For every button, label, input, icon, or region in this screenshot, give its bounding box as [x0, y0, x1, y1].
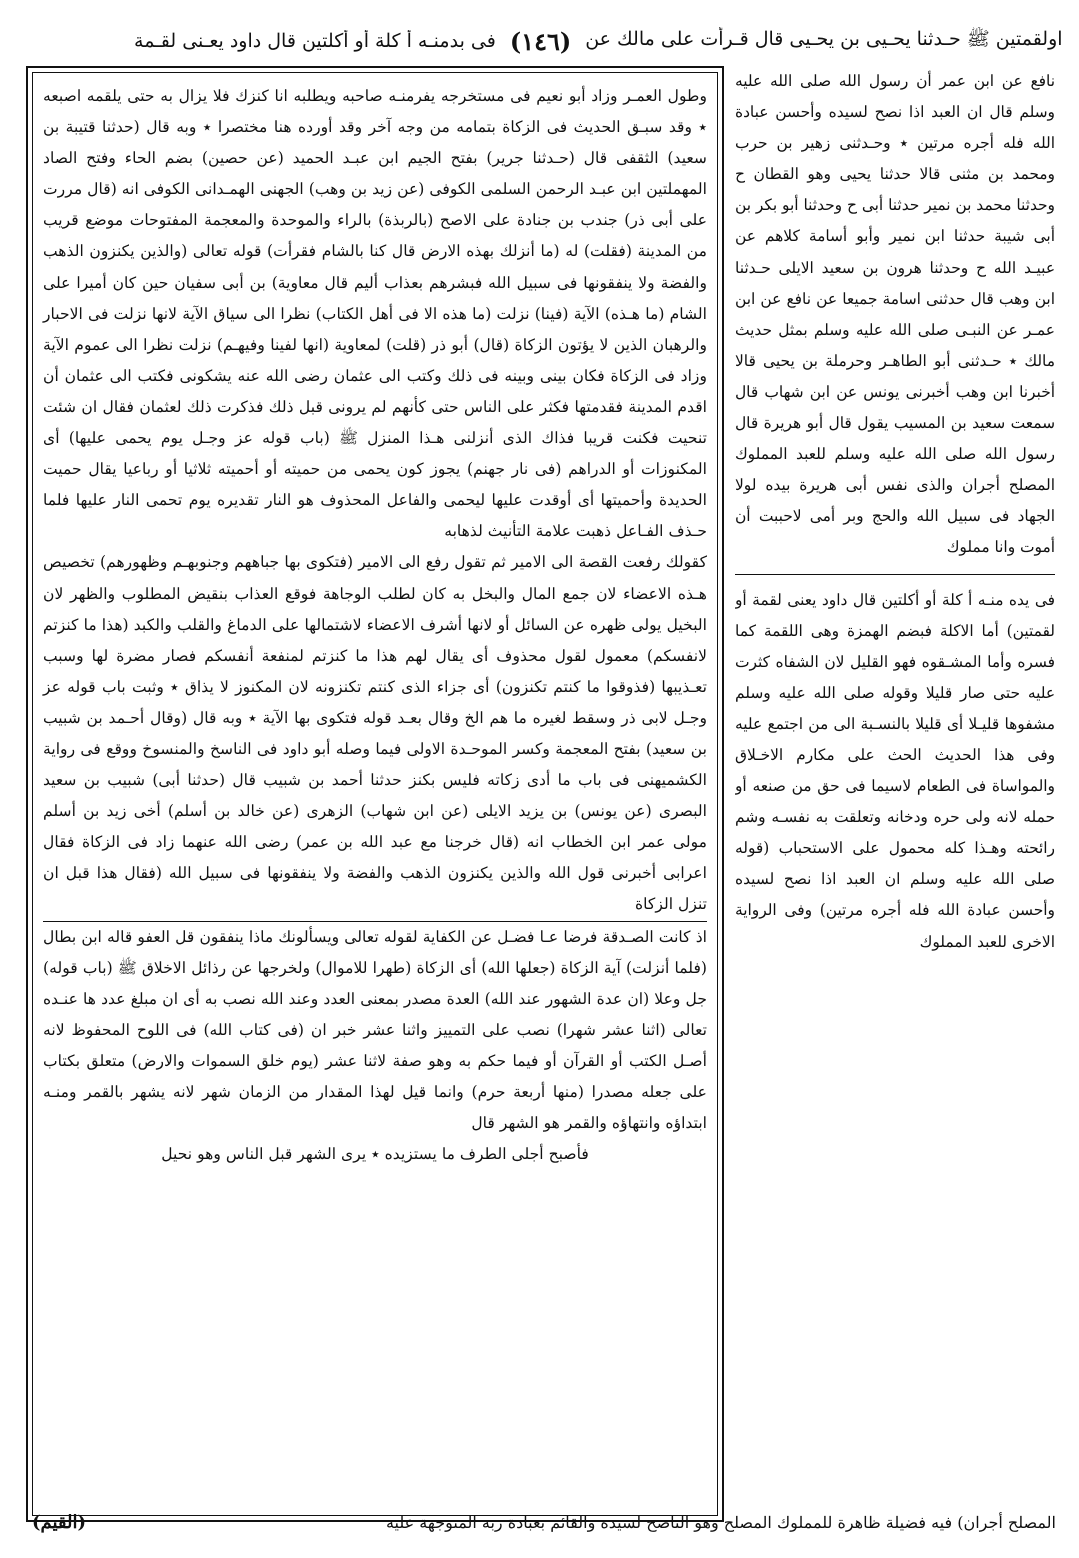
running-head-right-text: فى بدمنـه أ كلة أو أكلتين قال داود يعـنى لقـمة	[134, 30, 496, 52]
margin-paragraph-upper: نافع عن ابن عمر أن رسول الله صلى الله عليه وسلم قال ان العبد اذا نصح لسيده وأحسن عبادة الله فله أجره مرتين ٭ وحـدثنى زهير بن حرب ومحمد بن مثنى قالا حدثنا يحيى وهو القطان ح وحدثنا محمد بن نمير حدثنا أبى ح وحدثنا أبو بكر بن أبى شيبة حدثنا ابن نمير وأبو أسامة كلاهم عن عبيـد الله ح وحدثنا هرون بن سعيد الايلى حـدثنا ابن وهب قال حدثنى اسامة جميعا عن نافع عن ابن عمـر عن النبـى صلى الله عليه وسلم بمثل حديث مالك ٭ حـدثنى أبو الطاهـر وحرملة بن يحيى قالا أخبرنا ابن وهب أخبرنى يونس عن ابن شهاب قال سمعت سعيد بن المسيب يقول قال أبو هريرة قال رسول الله صلى الله عليه وسلم للعبد المملوك المصلح أجران والذى نفس أبى هريرة بيده لولا الجهاد فى سبيل الله والحج وبر أمى لاحببت أن أموت وانا مملوك	[735, 72, 1055, 557]
main-text-frame	[26, 66, 724, 1522]
catchword: (القيم)	[32, 1511, 87, 1533]
footer-text: المصلح أجران) فيه فضيلة ظاهرة للمملوك المصلح وهو الناصح لسيده والقائم بعبادة ربه المتوجهة عليه	[385, 1512, 1056, 1532]
margin-divider	[735, 574, 1055, 575]
main-paragraph-3: اذ كانت الصـدقة فرضا عـا فضـل عن الكفاية لقوله تعالى ويسألونك ماذا ينفقون قل العفو قاله ابن بطال (فلما أنزلت) آية الزكاة (جعلها الله) أى الزكاة (طهرا للاموال) ولخرجها عن رذائل الاخلاق ﷺ (باب قوله) جل وعلا (ان عدة الشهور عند الله) العدة مصدر بمعنى العدد وعند الله نصب به أى ان مبلغ عدد ها عنـده تعالى (اثنا عشر شهرا) نصب على التمييز واثنا عشر خبر ان (فى كتاب الله) فى اللوح المحفوظ لانه أصـل الكتب أو القرآن أو فيما حكم به وهو صفة لاثنا عشر (يوم خلق السموات والارض) متعلق بكتاب على جعله مصدرا (منها أربعة حرم) وانما قيل لهذا المقدار من الزمان شهر لانه يشهر بالقمر ومنـه ابتداؤه وانتهاؤه والقمر هو الشهر قال	[43, 927, 707, 1133]
margin-column	[735, 66, 1055, 1522]
main-paragraph-1: وطول العمـر وزاد أبو نعيم فى مستخرجه يفرمنـه صاحبه ويطلبه انا كنزك فلا يزال به حتى يلقمه اصبعه ٭ وقد سبـق الحديث فى الزكاة بتمامه من وجه آخر وقد أورده هنا مختصرا ٭ وبه قال (حدثنا قتيبة بن سعيد) الثقفى قال (حـدثنا جرير) بفتح الجيم ابن عبـد الحميد (عن حصين) بضم الحاء وفتح الصاد المهملتين ابن عبـد الرحمن السلمى الكوفى (عن زيد بن وهب) الجهنى الهمـدانى الكوفى انه (قال مررت على أبى ذر) جندب بن جنادة على الاصح (بالربذة) بالراء والموحدة والمعجمة المفتوحات موضع قريب من المدينة (فقلت) له (ما أنزلك بهذه الارض قال كنا بالشام فقرأت) قوله تعالى (والذين يكنزون الذهب والفضة ولا ينفقونها فى سبيل الله فبشرهم بعذاب أليم قال معاوية) بن أبى سفيان حين كان أميرا على الشام (ما هـذه) الآية (فينا) نزلت (ما هذه الا فى أهل الكتاب) نظرا الى سياق الآية لانها نزلت فى الاحبار والرهبان الذين لا يؤتون الزكاة (قال) أبو ذر (قلت) لمعاوية (انها لفينا وفيهـم) نزلت نظرا الى عموم الآية وزاد فى الزكاة فكان بينى وبينه فى ذلك وكتب الى عثمان رضى الله عنه يشكونى فكتب الى عثمان أن اقدم المدينة فقدمتها فكثر على الناس حتى كأنهم لم يرونى قبل ذلك فذكرت ذلك لعثمان فقال ان شئت تنحيت فكنت قريبا فذاك الذى أنزلنى هـذا المنزل ﷺ (باب قوله عز وجـل يوم يحمى عليها) أى المكنوزات أو الدراهم (فى نار جهنم) يجوز كون يحمى من حميته أو أحميته ثلاثيا أو رباعيا يقال حميت الحديدة وأحميتها أى أوقدت عليها ليحمى والفاعل المحذوف هو النار تقديره يوم تحمى النار عليها فلما حـذف الفـاعل ذهبت علامة التأنيث لذهابه	[43, 87, 707, 541]
main-paragraph-2: كقولك رفعت القصة الى الامير ثم تقول رفع الى الامير (فتكوى بها جباههم وجنوبهـم وظهورهم) تخصيص هـذه الاعضاء لان جمع المال والبخل به كان لطلب الوجاهة فوقع العذاب بنقيض المطلوب والظهر لان البخيل يولى ظهره عن السائل أو لانها أشرف الاعضاء لاشتمالها على الدماغ والقلب والكبد (هذا ما كنزتم لانفسكم) معمول لقول محذوف أى يقال لهم هذا ما كنزتم لمنفعة أنفسكم فصار مضرة لها وسبب تعـذيبها (فذوقوا ما كنتم تكنزون) أى جزاء الذى كنتم تكنزونه لان المكنوز لا يذاق ٭ وثبت باب قوله عز وجـل لابى ذر وسقط لغيره ما هم الخ وقال بعـد قوله فتكوى بها الآية ٭ وبه قال (وقال أحـمد بن شبيب بن سعيد) بفتح المعجمة وكسر الموحـدة الاولى فيما وصله أبو داود فى الناسخ والمنسوخ ووقع فى رواية الكشميهنى فى باب ما أدى زكاته فليس بكنز حدثنا أحمد بن شبيب قال (حدثنا أبى) شبيب بن سعيد البصرى (عن يونس) بن يزيد الايلى (عن ابن شهاب) الزهرى (عن خالد بن أسلم) أخى زيد بن أسلم مولى عمر ابن الخطاب انه (قال خرجنا مع عبد الله بن عمر) رضى الله عنهما زاد فى الزكاة فقال اعرابى أخبرنى قول الله والذين يكنزون الذهب والفضة ولا ينفقونها فى سبيل الله (فقال هذا قبل ان تنزل الزكاة	[43, 547, 707, 921]
margin-text-lower	[735, 585, 1055, 958]
main-text-inner-frame	[32, 72, 718, 1516]
page-number: (١٤٦)	[509, 26, 572, 56]
footer-line	[26, 1500, 1056, 1544]
running-head	[18, 20, 1063, 62]
main-commentary-text	[43, 81, 707, 1170]
running-head-left-text: اولقمتين ﷺ حـدثنا يحـيى بن يحـيى قال قـرأت على مالك عن	[585, 28, 1063, 50]
margin-paragraph-lower: فى يده منـه أ كلة أو أكلتين قال داود يعنى لقمة أو لقمتين) أما الاكلة فبضم الهمزة وهى اللقمة كما فسره وأما المشـقوه فهو القليل لان الشفاه كثرت عليه حتى صار قليلا وقوله صلى الله عليه وسلم مشفوها قليـلا أى قليلا بالنسـبة الى من اجتمع عليه وفى هذا الحديث الحث على مكارم الاخـلاق والمواساة فى الطعام لاسيما فى حق من صنعه أو حمله لانه ولى حره ودخانه وتعلقت به نفسـه وشم رائحته وهـذا كله محمول على الاستحباب (قوله صلى الله عليه وسلم ان العبد اذا نصح لسيده وأحسن عبادة الله فله أجره مرتين) وفى الرواية الاخرى للعبد المملوك	[735, 590, 1055, 951]
margin-text-upper	[735, 66, 1055, 564]
poetry-verse: فأصبح أجلى الطرف ما يستزيده ٭ يرى الشهر قبل الناس وهو نحيل	[161, 1145, 589, 1164]
